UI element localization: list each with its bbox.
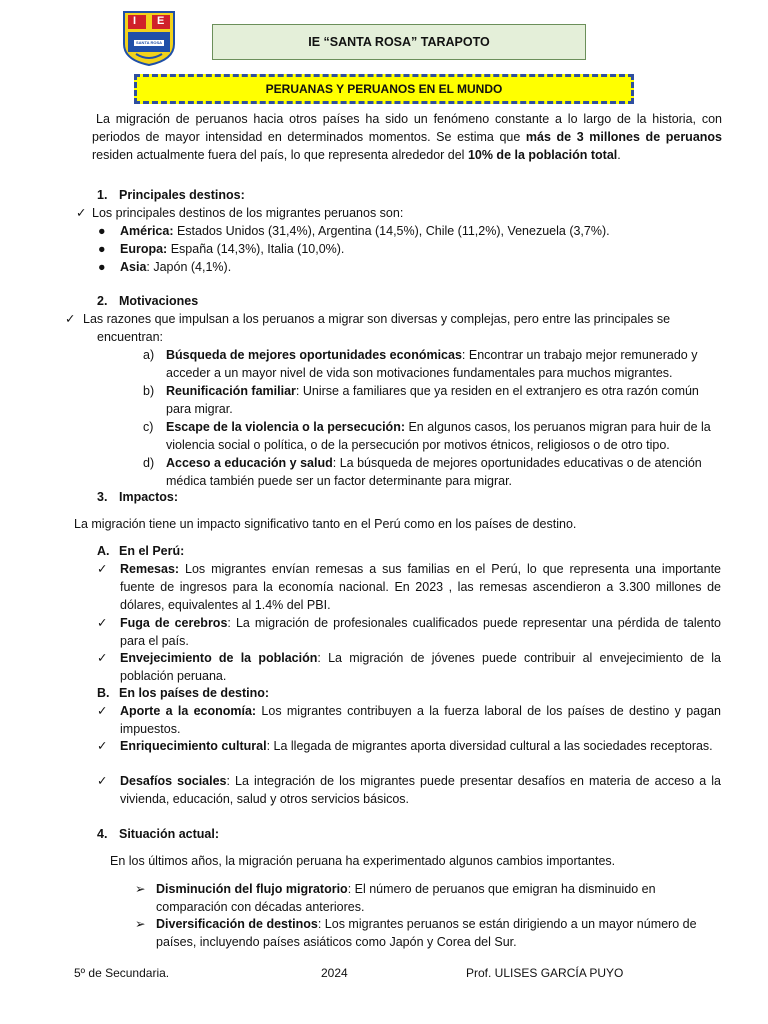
destination-item-europa xyxy=(120,240,344,258)
impact-item-culture xyxy=(120,737,721,755)
change-item-destinations xyxy=(156,915,697,933)
section-3-number: 3. xyxy=(97,490,108,504)
motivation-item-education xyxy=(166,454,702,472)
motivation-letter: a) xyxy=(143,348,155,362)
bullet-icon: ● xyxy=(98,242,106,256)
section-2-lead-line2: encuentran: xyxy=(97,330,164,344)
arrow-bullet-icon: ➢ xyxy=(135,917,146,931)
group-title: En el Perú: xyxy=(119,544,185,558)
motivation-item-family-line2: para migrar. xyxy=(166,402,233,416)
motivation-item-family xyxy=(166,382,699,400)
page-title: PERUANAS Y PERUANOS EN EL MUNDO xyxy=(265,82,503,96)
impact-label: Remesas: xyxy=(120,562,180,576)
impact-text: : La migración de profesionales cualificados puede representar una pérdida de talento para el país. xyxy=(120,616,721,648)
check-icon: ✓ xyxy=(97,616,108,630)
impact-text: : La migración de jóvenes puede contribuir al envejecimiento de la población peruana. xyxy=(120,651,721,683)
motivation-letter: d) xyxy=(143,456,155,470)
intro-bold-2: 10% de la población total xyxy=(467,148,618,162)
destination-text: : Japón (4,1%). xyxy=(146,260,232,274)
change-text: : Los migrantes peruanos se están dirigiendo a un mayor número de xyxy=(317,917,697,931)
change-item-destinations-line2: países, incluyendo países asiáticos como Japón y Corea del Sur. xyxy=(156,935,517,949)
destination-label: Asia xyxy=(120,260,147,274)
section-4-lead: En los últimos años, la migración peruana ha experimentado algunos cambios importantes. xyxy=(110,854,616,868)
section-1-lead: Los principales destinos de los migrantes peruanos son: xyxy=(92,206,404,220)
section-1-title: Principales destinos: xyxy=(119,188,245,202)
intro-text-1: La migración de peruanos hacia otros países ha sido un fenómeno constante a lo largo de la historia, con periodos de mayor intensidad en determinados momentos. Se estima que xyxy=(92,112,722,144)
impact-label: Aporte a la economía: xyxy=(120,704,257,718)
check-icon: ✓ xyxy=(97,651,108,665)
check-icon: ✓ xyxy=(76,206,87,220)
motivation-item-education-line2: médica también puede ser un factor determinante para migrar. xyxy=(166,474,513,488)
motivation-label: Escape de la violencia o la persecución: xyxy=(166,420,405,434)
intro-text-2: residen actualmente fuera del país, lo que representa alrededor del xyxy=(92,148,468,162)
impact-text: : La llegada de migrantes aporta diversidad cultural a las sociedades receptoras. xyxy=(266,739,713,753)
title-banner xyxy=(134,74,634,104)
motivation-text: : Encontrar un trabajo mejor remunerado y xyxy=(461,348,698,362)
section-4-title: Situación actual: xyxy=(119,827,220,841)
impact-text: Los migrantes envían remesas a sus familias en el Perú, lo que representa una importante fuente de ingresos para la economía nacional. En 2023 , las remesas ascendieron a 3.300 millones de dólares, equivalentes al 1.4% del PBI. xyxy=(120,562,721,612)
group-letter: B. xyxy=(97,686,110,700)
destination-label: Europa: xyxy=(120,242,168,256)
bullet-icon: ● xyxy=(98,224,106,238)
impact-item-challenges xyxy=(120,772,721,808)
impact-item-remesas xyxy=(120,560,721,614)
logo-letter-e: E xyxy=(157,15,165,27)
section-3-lead: La migración tiene un impacto significativo tanto en el Perú como en los países de destino. xyxy=(74,517,577,531)
change-item-flow-line2: comparación con décadas anteriores. xyxy=(156,900,365,914)
check-icon: ✓ xyxy=(97,739,108,753)
bullet-icon: ● xyxy=(98,260,106,274)
school-name: IE “SANTA ROSA” TARAPOTO xyxy=(308,35,490,49)
logo-letter-i: I xyxy=(133,15,137,27)
check-icon: ✓ xyxy=(97,774,108,788)
school-name-box xyxy=(212,24,586,60)
change-label: Disminución del flujo migratorio xyxy=(156,882,348,896)
motivation-item-economic-line2: acceder a un mayor nivel de vida son motivaciones fundamentales para muchos migrantes. xyxy=(166,366,673,380)
impact-text: : La integración de los migrantes puede presentar desafíos en materia de acceso a la vivienda, educación, salud y otros servicios básicos. xyxy=(120,774,722,806)
section-1-number: 1. xyxy=(97,188,108,202)
arrow-bullet-icon: ➢ xyxy=(135,882,146,896)
section-2-number: 2. xyxy=(97,294,108,308)
change-item-flow xyxy=(156,880,656,898)
impact-label: Desafíos sociales xyxy=(120,774,227,788)
motivation-item-violence xyxy=(166,418,711,436)
destination-text: Estados Unidos (31,4%), Argentina (14,5%), Chile (11,2%), Venezuela (3,7%). xyxy=(173,224,610,238)
group-title: En los países de destino: xyxy=(119,686,270,700)
intro-bold-1: más de 3 millones de peruanos xyxy=(525,130,722,144)
motivation-letter: b) xyxy=(143,384,155,398)
impact-label: Fuga de cerebros xyxy=(120,616,228,630)
section-3-title: Impactos: xyxy=(119,490,179,504)
section-2-lead-line1: Las razones que impulsan a los peruanos a migrar son diversas y complejas, pero entre las principales se xyxy=(83,312,671,326)
section-4-heading xyxy=(97,825,220,843)
check-icon: ✓ xyxy=(97,704,108,718)
check-icon: ✓ xyxy=(97,562,108,576)
impact-text: Los migrantes contribuyen a la fuerza laboral de los países de destino y pagan impuestos. xyxy=(120,704,721,736)
motivation-text: : Unirse a familiares que ya residen en el extranjero es otra razón común xyxy=(295,384,699,398)
section-2-title: Motivaciones xyxy=(119,294,199,308)
section-2-heading xyxy=(97,292,199,310)
section-4-number: 4. xyxy=(97,827,108,841)
impact-item-economy xyxy=(120,702,721,738)
impact-item-brain-drain xyxy=(120,614,721,650)
change-label: Diversificación de destinos xyxy=(156,917,318,931)
intro-paragraph xyxy=(92,110,722,164)
destination-label: América: xyxy=(120,224,174,238)
section-1-heading xyxy=(97,186,245,204)
footer-grade: 5º de Secundaria. xyxy=(74,966,170,980)
change-text: : El número de peruanos que emigran ha disminuido en xyxy=(347,882,656,896)
motivation-letter: c) xyxy=(143,420,154,434)
motivation-text: En algunos casos, los peruanos migran para huir de la xyxy=(405,420,711,434)
check-icon: ✓ xyxy=(65,312,76,326)
section-3-heading xyxy=(97,488,179,506)
impact-group-peru xyxy=(97,542,185,560)
impact-item-aging xyxy=(120,649,721,685)
destination-item-america xyxy=(120,222,610,240)
destination-text: España (14,3%), Italia (10,0%). xyxy=(167,242,345,256)
motivation-item-violence-line2: violencia social o política, o de la persecución por motivos étnicos, religiosos o de otro tipo. xyxy=(166,438,670,452)
group-letter: A. xyxy=(97,544,110,558)
logo-banner-text: SANTA ROSA xyxy=(136,40,162,45)
footer-teacher: Prof. ULISES GARCÍA PUYO xyxy=(466,966,624,980)
motivation-item-economic xyxy=(166,346,697,364)
destination-item-asia xyxy=(120,258,231,276)
motivation-label: Búsqueda de mejores oportunidades económicas xyxy=(166,348,462,362)
impact-group-destination xyxy=(97,684,270,702)
motivation-label: Acceso a educación y salud xyxy=(166,456,333,470)
motivation-label: Reunificación familiar xyxy=(166,384,296,398)
intro-text-3: . xyxy=(617,148,621,162)
impact-label: Enriquecimiento cultural xyxy=(120,739,267,753)
motivation-text: : La búsqueda de mejores oportunidades educativas o de atención xyxy=(332,456,702,470)
impact-label: Envejecimiento de la población xyxy=(120,651,318,665)
footer-year: 2024 xyxy=(321,966,348,980)
school-logo xyxy=(122,10,176,66)
